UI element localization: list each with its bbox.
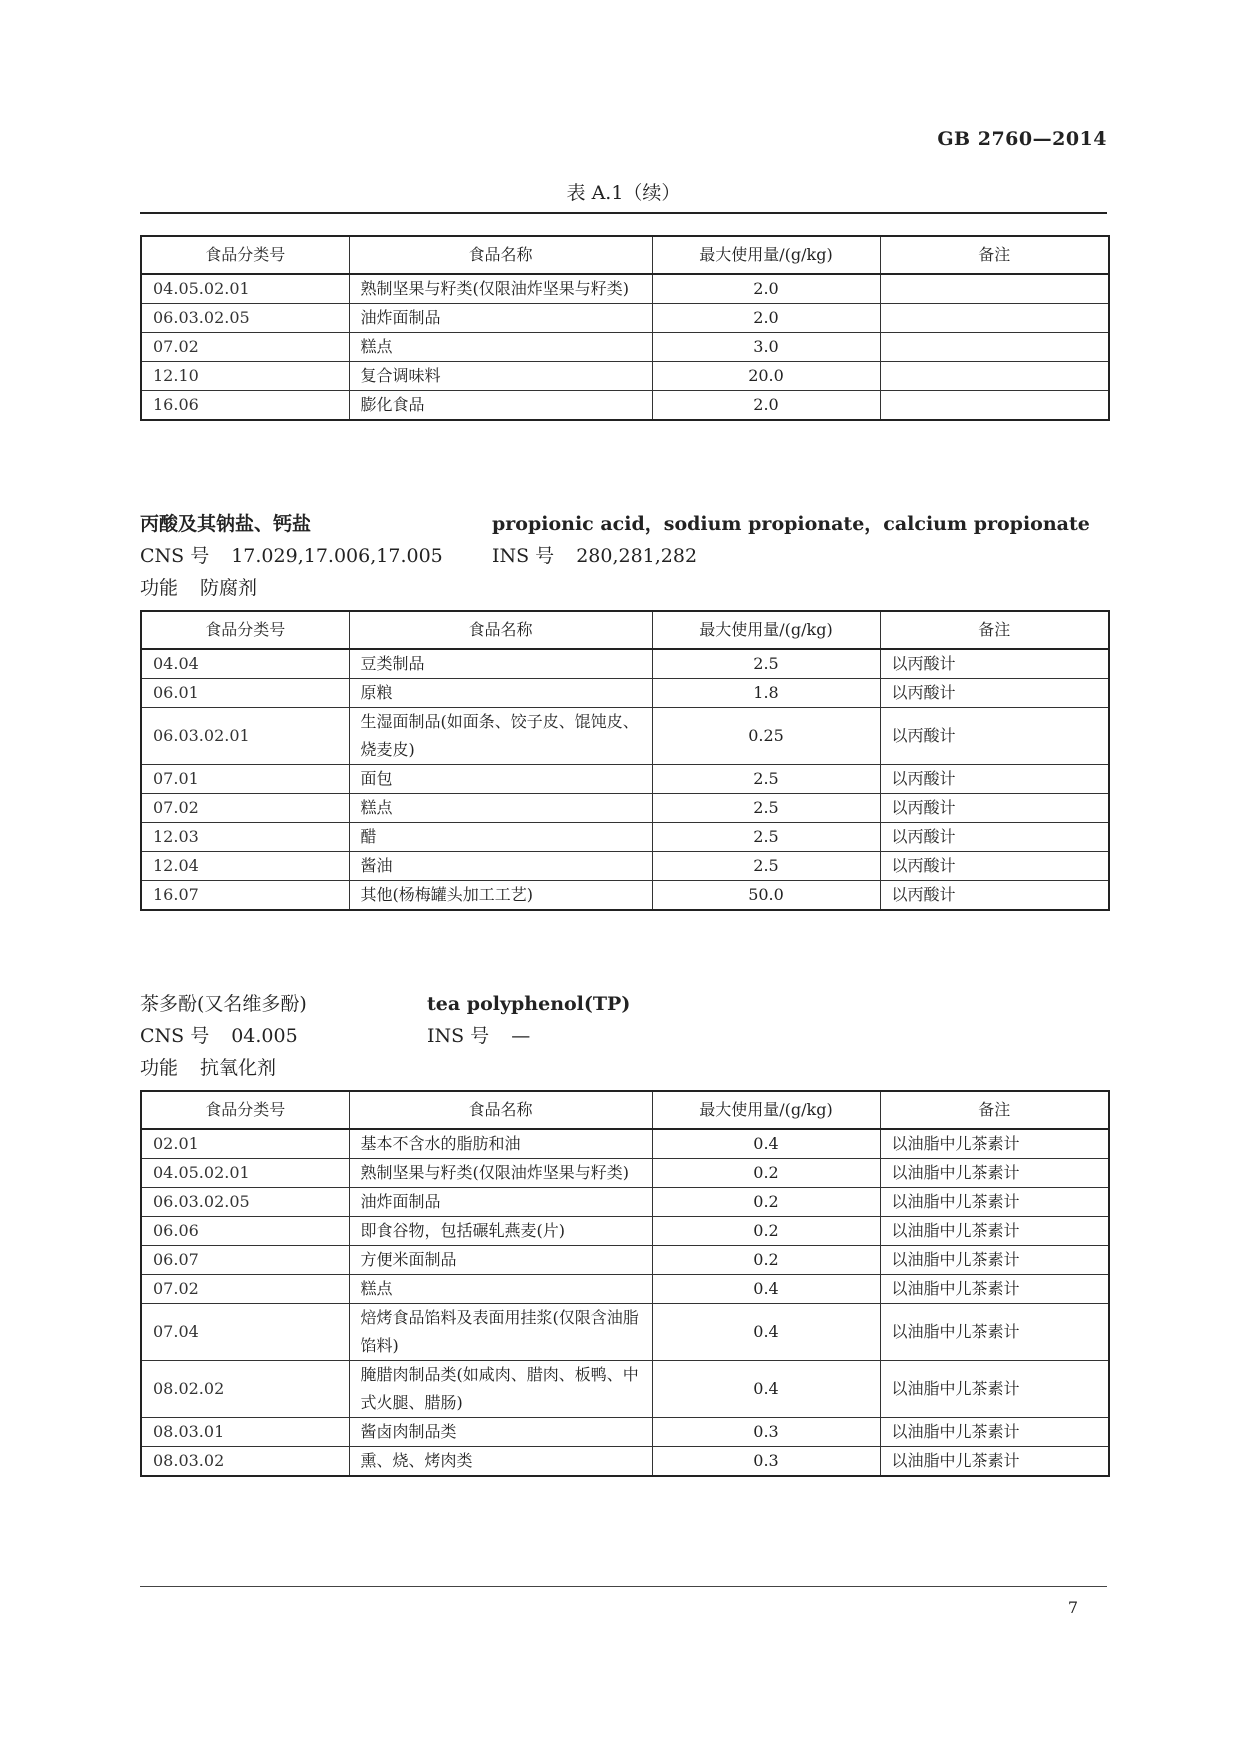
cell-max-usage: 20.0 (652, 362, 880, 391)
cell-category-code: 06.03.02.05 (141, 304, 349, 333)
cell-category-code: 07.04 (141, 1304, 349, 1361)
table-caption: 表 A.1（续） (566, 182, 681, 204)
col-header-code: 食品分类号 (141, 236, 349, 274)
cell-note: 以丙酸计 (880, 765, 1109, 794)
cell-category-code: 06.03.02.05 (141, 1188, 349, 1217)
col-header-note: 备注 (880, 236, 1109, 274)
cell-food-name: 熟制坚果与籽类(仅限油炸坚果与籽类) (349, 274, 652, 304)
cell-note: 以油脂中儿茶素计 (880, 1188, 1109, 1217)
cell-max-usage: 3.0 (652, 333, 880, 362)
cell-note: 以丙酸计 (880, 881, 1109, 911)
table-row (141, 823, 1109, 852)
cell-food-name: 面包 (349, 765, 652, 794)
cell-category-code: 07.02 (141, 794, 349, 823)
cell-category-code: 06.06 (141, 1217, 349, 1246)
cell-food-name: 熟制坚果与籽类(仅限油炸坚果与籽类) (349, 1159, 652, 1188)
cell-food-name: 焙烤食品馅料及表面用挂浆(仅限含油脂馅料) (349, 1304, 652, 1361)
table-row (141, 333, 1109, 362)
col-header-note: 备注 (880, 611, 1109, 649)
cell-food-name: 糕点 (349, 333, 652, 362)
cns-label: CNS 号 (140, 1025, 210, 1047)
cell-category-code: 08.03.02 (141, 1447, 349, 1477)
cell-food-name: 即食谷物，包括碾轧燕麦(片) (349, 1217, 652, 1246)
table-row (141, 362, 1109, 391)
cell-category-code: 07.01 (141, 765, 349, 794)
additive-tea-polyphenol (140, 988, 1107, 1084)
cell-food-name: 豆类制品 (349, 649, 652, 679)
ins-label: INS 号 (427, 1025, 490, 1047)
table-row (141, 765, 1109, 794)
cell-note (880, 274, 1109, 304)
cell-food-name: 基本不含水的脂肪和油 (349, 1129, 652, 1159)
table-row (141, 708, 1109, 765)
function-value: 抗氧化剂 (200, 1057, 277, 1079)
cell-food-name: 膨化食品 (349, 391, 652, 421)
table-row (141, 881, 1109, 911)
col-header-max: 最大使用量/(g/kg) (652, 611, 880, 649)
cell-max-usage: 2.5 (652, 823, 880, 852)
cell-category-code: 12.10 (141, 362, 349, 391)
cell-food-name: 糕点 (349, 794, 652, 823)
cell-max-usage: 0.2 (652, 1246, 880, 1275)
ins-value: — (511, 1025, 531, 1047)
cell-max-usage: 0.2 (652, 1188, 880, 1217)
cell-max-usage: 2.0 (652, 274, 880, 304)
table-row (141, 1304, 1109, 1361)
col-header-max: 最大使用量/(g/kg) (652, 1091, 880, 1129)
ins-label: INS 号 (492, 545, 555, 567)
cell-note: 以丙酸计 (880, 708, 1109, 765)
cell-food-name: 醋 (349, 823, 652, 852)
cell-food-name: 酱油 (349, 852, 652, 881)
cell-food-name: 油炸面制品 (349, 1188, 652, 1217)
cell-note: 以油脂中儿茶素计 (880, 1217, 1109, 1246)
cell-max-usage: 50.0 (652, 881, 880, 911)
table-row (141, 304, 1109, 333)
table-row (141, 679, 1109, 708)
cell-note (880, 362, 1109, 391)
function-label: 功能 (140, 1057, 179, 1079)
table-row (141, 1129, 1109, 1159)
table-continued (140, 235, 1110, 421)
cell-note: 以油脂中儿茶素计 (880, 1129, 1109, 1159)
cell-max-usage: 0.4 (652, 1361, 880, 1418)
cell-max-usage: 2.0 (652, 304, 880, 333)
cell-food-name: 其他(杨梅罐头加工工艺) (349, 881, 652, 911)
table-row (141, 852, 1109, 881)
cell-note: 以丙酸计 (880, 823, 1109, 852)
cell-category-code: 07.02 (141, 1275, 349, 1304)
top-rule (140, 212, 1107, 214)
cell-category-code: 16.06 (141, 391, 349, 421)
table-propionic (140, 610, 1110, 911)
cell-note: 以丙酸计 (880, 852, 1109, 881)
cell-category-code: 04.05.02.01 (141, 1159, 349, 1188)
cell-max-usage: 2.5 (652, 852, 880, 881)
cell-food-name: 糕点 (349, 1275, 652, 1304)
cell-category-code: 06.07 (141, 1246, 349, 1275)
additive-cn-name: 茶多酚(又名维多酚) (140, 993, 307, 1015)
additive-en-name: propionic acid，sodium propionate，calcium propionate (492, 513, 1090, 535)
cell-category-code: 12.03 (141, 823, 349, 852)
cns-value: 17.029,17.006,17.005 (231, 545, 443, 567)
cell-note: 以油脂中儿茶素计 (880, 1418, 1109, 1447)
cell-max-usage: 2.5 (652, 765, 880, 794)
cell-category-code: 08.03.01 (141, 1418, 349, 1447)
table-row (141, 274, 1109, 304)
col-header-code: 食品分类号 (141, 611, 349, 649)
cell-category-code: 12.04 (141, 852, 349, 881)
cell-note: 以油脂中儿茶素计 (880, 1361, 1109, 1418)
col-header-note: 备注 (880, 1091, 1109, 1129)
cell-note: 以油脂中儿茶素计 (880, 1159, 1109, 1188)
cell-category-code: 04.05.02.01 (141, 274, 349, 304)
cell-note: 以丙酸计 (880, 794, 1109, 823)
table-row (141, 1275, 1109, 1304)
cell-max-usage: 0.25 (652, 708, 880, 765)
table-row (141, 794, 1109, 823)
cell-note: 以油脂中儿茶素计 (880, 1304, 1109, 1361)
ins-value: 280,281,282 (576, 545, 698, 567)
col-header-name: 食品名称 (349, 1091, 652, 1129)
table-row (141, 391, 1109, 421)
bottom-rule (140, 1586, 1107, 1587)
cell-note: 以丙酸计 (880, 649, 1109, 679)
col-header-code: 食品分类号 (141, 1091, 349, 1129)
cns-value: 04.005 (231, 1025, 298, 1047)
table-row (141, 649, 1109, 679)
cell-food-name: 酱卤肉制品类 (349, 1418, 652, 1447)
cell-note (880, 333, 1109, 362)
table-row (141, 1159, 1109, 1188)
table-header-row (141, 1091, 1109, 1129)
standard-code: GB 2760—2014 (937, 128, 1107, 150)
cell-max-usage: 1.8 (652, 679, 880, 708)
cell-food-name: 腌腊肉制品类(如咸肉、腊肉、板鸭、中式火腿、腊肠) (349, 1361, 652, 1418)
cell-note: 以油脂中儿茶素计 (880, 1275, 1109, 1304)
table-row (141, 1361, 1109, 1418)
cell-max-usage: 0.2 (652, 1159, 880, 1188)
cell-food-name: 熏、烧、烤肉类 (349, 1447, 652, 1477)
page-number: 7 (1067, 1598, 1078, 1617)
cell-max-usage: 0.3 (652, 1447, 880, 1477)
cell-note: 以丙酸计 (880, 679, 1109, 708)
cell-note: 以油脂中儿茶素计 (880, 1447, 1109, 1477)
cell-max-usage: 0.4 (652, 1304, 880, 1361)
table-row (141, 1188, 1109, 1217)
cns-label: CNS 号 (140, 545, 210, 567)
cell-max-usage: 0.4 (652, 1275, 880, 1304)
cell-max-usage: 0.4 (652, 1129, 880, 1159)
cell-category-code: 06.03.02.01 (141, 708, 349, 765)
col-header-max: 最大使用量/(g/kg) (652, 236, 880, 274)
function-label: 功能 (140, 577, 179, 599)
cell-food-name: 油炸面制品 (349, 304, 652, 333)
table-row (141, 1246, 1109, 1275)
cell-max-usage: 2.5 (652, 794, 880, 823)
cell-max-usage: 2.5 (652, 649, 880, 679)
table-row (141, 1418, 1109, 1447)
col-header-name: 食品名称 (349, 611, 652, 649)
cell-max-usage: 0.3 (652, 1418, 880, 1447)
cell-food-name: 复合调味料 (349, 362, 652, 391)
cell-note: 以油脂中儿茶素计 (880, 1246, 1109, 1275)
additive-propionic (140, 508, 1107, 604)
cell-category-code: 04.04 (141, 649, 349, 679)
table-row (141, 1447, 1109, 1477)
cell-food-name: 生湿面制品(如面条、饺子皮、馄饨皮、烧麦皮) (349, 708, 652, 765)
additive-cn-name: 丙酸及其钠盐、钙盐 (140, 513, 312, 535)
cell-food-name: 原粮 (349, 679, 652, 708)
cell-note (880, 391, 1109, 421)
col-header-name: 食品名称 (349, 236, 652, 274)
additive-en-name: tea polyphenol(TP) (427, 993, 631, 1015)
cell-category-code: 07.02 (141, 333, 349, 362)
cell-max-usage: 0.2 (652, 1217, 880, 1246)
table-header-row (141, 611, 1109, 649)
table-header-row (141, 236, 1109, 274)
cell-category-code: 16.07 (141, 881, 349, 911)
table-row (141, 1217, 1109, 1246)
cell-category-code: 02.01 (141, 1129, 349, 1159)
cell-food-name: 方便米面制品 (349, 1246, 652, 1275)
cell-note (880, 304, 1109, 333)
function-value: 防腐剂 (200, 577, 258, 599)
cell-category-code: 08.02.02 (141, 1361, 349, 1418)
table-tea-polyphenol (140, 1090, 1110, 1477)
cell-max-usage: 2.0 (652, 391, 880, 421)
cell-category-code: 06.01 (141, 679, 349, 708)
